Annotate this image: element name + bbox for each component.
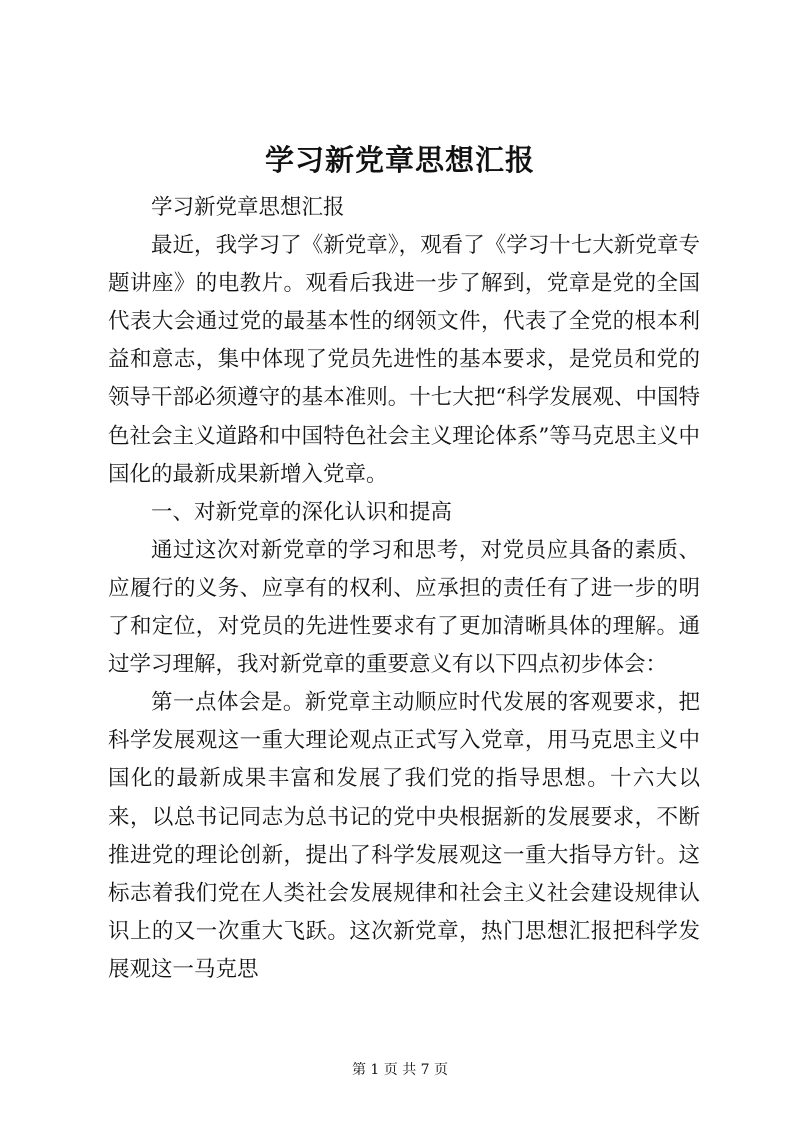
document-title: 学习新党章思想汇报	[264, 143, 535, 177]
paragraph-section-heading: 一、对新党章的深化认识和提高	[151, 499, 453, 525]
paragraph-understanding: 通过这次对新党章的学习和思考，对党员应具备的素质、应履行的义务、应享有的权利、应承担的责任有了进一步的明了和定位，对党员的先进性要求有了更加清晰具体的理解。通过学习理解，我对新党章的重要意义有以下四点初步体会：	[108, 537, 700, 678]
paragraph-intro: 最近，我学习了《新党章》，观看了《学习十七大新党章专题讲座》的电教片。观看后我进一步了解到，党章是党的全国代表大会通过党的最基本性的纲领文件，代表了全党的根本利益和意志，集中体现了党员先进性的基本要求，是党员和党的领导干部必须遵守的基本准则。十七大把“科学发展观、中国特色社会主义道路和中国特色社会主义理论体系”等马克思主义中国化的最新成果新增入党章。	[108, 233, 700, 487]
paragraph-first-point: 第一点体会是。新党章主动顺应时代发展的客观要求，把科学发展观这一重大理论观点正式写入党章，用马克思主义中国化的最新成果丰富和发展了我们党的指导思想。十六大以来，以总书记同志为总书记的党中央根据新的发展要求，不断推进党的理论创新，提出了科学发展观这一重大指导方针。这标志着我们党在人类社会发展规律和社会主义社会建设规律认识上的又一次重大飞跃。这次新党章，热门思想汇报把科学发展观这一马克思	[108, 690, 700, 982]
paragraph-subtitle: 学习新党章思想汇报	[151, 195, 345, 220]
page-footer: 第 1 页 共 7 页	[351, 1062, 449, 1078]
document-body	[108, 189, 700, 989]
